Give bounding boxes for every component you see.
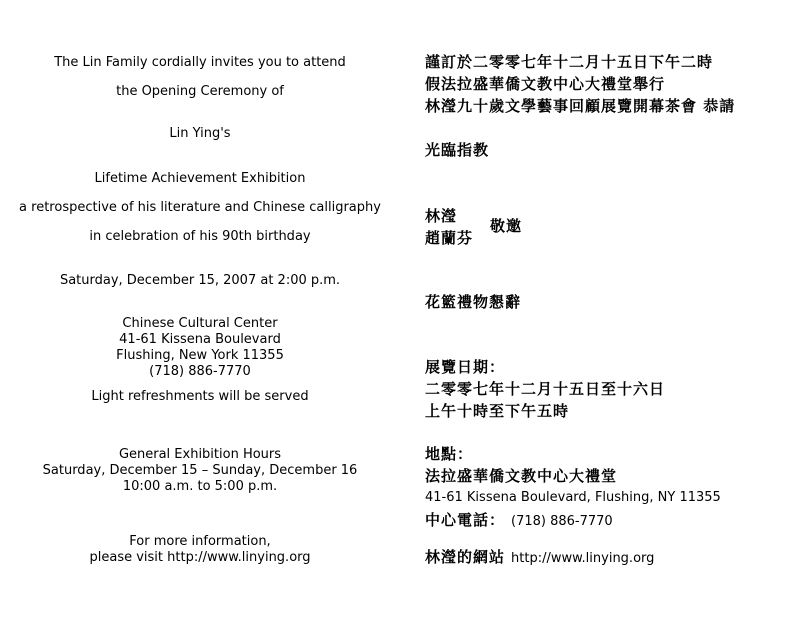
venue-city: Flushing, New York 11355 xyxy=(116,348,284,363)
venue-street: 41-61 Kissena Boulevard xyxy=(119,332,281,347)
location-label: 地點： xyxy=(425,445,474,463)
birthday-line: in celebration of his 90th birthday xyxy=(89,229,311,244)
dates-label: 展覽日期： xyxy=(425,358,506,376)
event-date-time: Saturday, December 15, 2007 at 2:00 p.m. xyxy=(59,273,341,288)
info-line-1: For more information, xyxy=(129,534,271,549)
venue-phone: (718) 886-7770 xyxy=(149,364,251,379)
hosts-block xyxy=(425,205,473,249)
phone-label: 中心電話： xyxy=(425,511,506,529)
invite-line-1: The Lin Family cordially invites you to attend xyxy=(54,55,346,70)
intro-line-2: 假法拉盛華僑文教中心大禮堂舉行 xyxy=(425,75,666,93)
location-block xyxy=(425,443,721,533)
chinese-intro xyxy=(425,51,735,117)
hours-title: General Exhibition Hours xyxy=(118,447,282,462)
hours-times: 10:00 a.m. to 5:00 p.m. xyxy=(122,479,278,494)
venue-block xyxy=(0,316,400,380)
exhibition-title: Lifetime Achievement Exhibition xyxy=(94,171,306,186)
exhibition-subtitle: a retrospective of his literature and Chinese calligraphy xyxy=(19,200,381,215)
host-1: 林瀅 xyxy=(425,207,458,225)
hours-block xyxy=(0,447,400,495)
presence-request: 光臨指教 xyxy=(425,141,490,159)
website-row xyxy=(425,546,654,570)
venue-name: Chinese Cultural Center xyxy=(122,316,278,331)
phone-value: (718) 886-7770 xyxy=(511,514,613,529)
hours-dates: Saturday, December 15 – Sunday, December 16 xyxy=(42,463,358,478)
intro-line-3: 林瀅九十歲文學藝事回顧展覽開幕茶會 恭請 xyxy=(425,97,736,115)
info-line-2: please visit http://www.linying.org xyxy=(89,550,311,565)
intro-line-1: 謹訂於二零零七年十二月十五日下午二時 xyxy=(425,53,714,71)
location-name: 法拉盛華僑文教中心大禮堂 xyxy=(425,467,618,485)
host-2: 趙蘭芬 xyxy=(425,229,474,247)
hours-value: 上午十時至下午五時 xyxy=(425,402,570,420)
location-address: 41-61 Kissena Boulevard, Flushing, NY 11355 xyxy=(425,490,721,505)
respectfully-invite: 敬邀 xyxy=(490,217,523,235)
website-label: 林瀅的網站 xyxy=(425,548,506,566)
refreshments-note: Light refreshments will be served xyxy=(91,389,309,404)
honoree-name: Lin Ying's xyxy=(169,126,231,141)
info-block xyxy=(0,534,400,566)
website-value: http://www.linying.org xyxy=(511,551,655,566)
dates-value: 二零零七年十二月十五日至十六日 xyxy=(425,380,666,398)
no-gifts-note: 花籃禮物懇辭 xyxy=(425,293,522,311)
dates-block xyxy=(425,356,665,422)
phone-row xyxy=(425,509,721,533)
invite-line-2: the Opening Ceremony of xyxy=(116,84,284,99)
